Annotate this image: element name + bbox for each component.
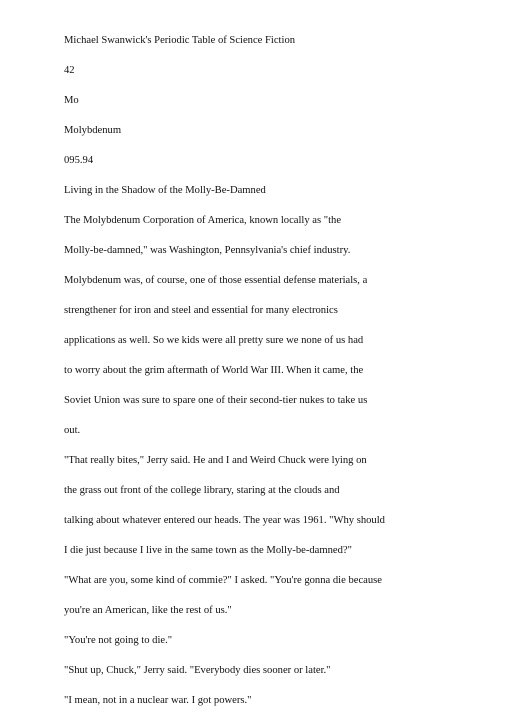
body-line: talking about whatever entered our heads. The year was 1961. "Why should [64, 515, 385, 526]
document-header: Michael Swanwick's Periodic Table of Science Fiction [64, 35, 296, 46]
body-line: Molly-be-damned," was Washington, Pennsylvania's chief industry. [64, 245, 351, 256]
element-symbol: Mo [64, 95, 79, 106]
body-line: "Shut up, Chuck," Jerry said. "Everybody dies sooner or later." [64, 665, 331, 676]
element-number: 42 [64, 65, 75, 76]
story-title: Living in the Shadow of the Molly-Be-Damned [64, 185, 266, 196]
body-line: the grass out front of the college library, staring at the clouds and [64, 485, 340, 496]
body-line: Molybdenum was, of course, one of those essential defense materials, a [64, 275, 368, 286]
body-line: "You're not going to die." [64, 635, 173, 646]
body-line: Soviet Union was sure to spare one of their second-tier nukes to take us [64, 395, 368, 406]
body-line: The Molybdenum Corporation of America, known locally as "the [64, 215, 342, 226]
body-line: you're an American, like the rest of us." [64, 605, 232, 616]
body-line: strengthener for iron and steel and essential for many electronics [64, 305, 338, 316]
body-line: "What are you, some kind of commie?" I asked. "You're gonna die because [64, 575, 382, 586]
body-line: I die just because I live in the same town as the Molly-be-damned?" [64, 545, 352, 556]
body-line: out. [64, 425, 81, 436]
atomic-weight: 095.94 [64, 155, 94, 166]
body-line: applications as well. So we kids were all pretty sure we none of us had [64, 335, 364, 346]
body-line: "That really bites," Jerry said. He and I and Weird Chuck were lying on [64, 455, 367, 466]
body-line: "I mean, not in a nuclear war. I got powers." [64, 695, 252, 706]
element-name: Molybdenum [64, 125, 122, 136]
body-line: to worry about the grim aftermath of World War III. When it came, the [64, 365, 364, 376]
